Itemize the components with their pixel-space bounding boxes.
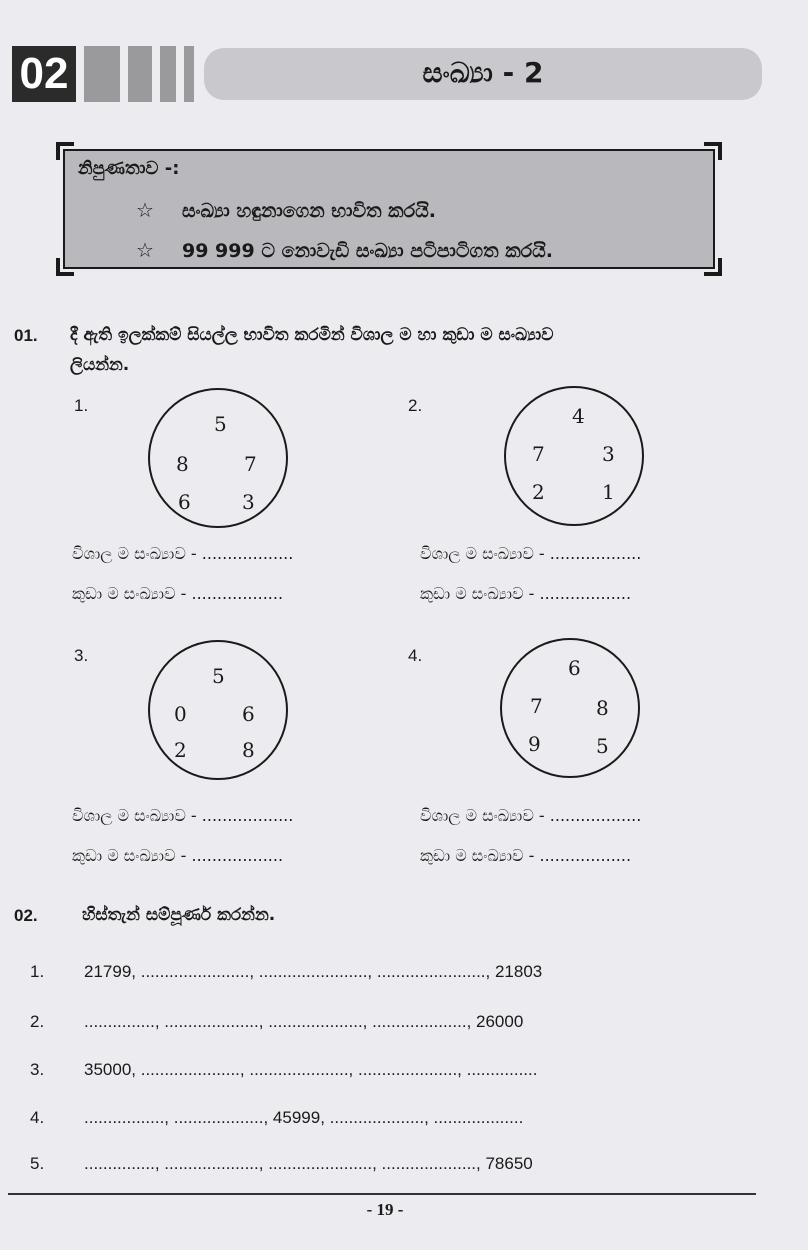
largest-number-answer[interactable]: විශාල ම සංඛ්‍යාව - .................. [420,544,642,563]
digit: 6 [568,656,581,680]
header-stripes [84,46,214,102]
digit: 0 [174,702,187,726]
digit-circle [148,388,288,528]
digit: 8 [242,738,255,762]
sequence-label: 4. [30,1108,45,1127]
digit: 7 [532,442,545,466]
smallest-number-answer[interactable]: කුඩා ම සංඛ්‍යාව - .................. [420,584,632,603]
digit: 5 [214,412,227,436]
smallest-number-answer[interactable]: කුඩා ම සංඛ්‍යාව - .................. [420,846,632,865]
digit-circle [148,640,288,780]
item-label: 3. [74,646,89,665]
sequence-blanks[interactable]: ..............., ...................., ...................., ...................., 26000 [84,1012,524,1031]
question-1-text-line1: දී ඇති ඉලක්කම් සියල්ල භාවිත කරමින් විශාල ම හා කුඩා ම සංඛ්‍යාව [70,325,554,345]
page-title: සංඛ්‍යා - 2 [422,56,544,89]
skills-box [54,140,724,278]
digit: 8 [176,452,189,476]
digit: 2 [532,480,545,504]
sequence-blanks[interactable]: ................., ..................., 45999, ...................., ................... [84,1108,524,1127]
largest-number-answer[interactable]: විශාල ම සංඛ්‍යාව - .................. [420,806,642,825]
chapter-number: 02 [12,46,76,102]
digit: 5 [596,734,609,758]
digit: 2 [174,738,187,762]
sequence-blanks[interactable]: ..............., ...................., ......................, ...................., 78650 [84,1154,533,1173]
sequence-label: 3. [30,1060,45,1079]
digit: 5 [212,664,225,688]
digit: 8 [596,696,609,720]
item-label: 1. [74,396,89,415]
question-2-text: හිස්තැන් සම්පූර්ණ කරන්න. [82,905,276,925]
smallest-number-answer[interactable]: කුඩා ම සංඛ්‍යාව - .................. [72,846,284,865]
sequence-blanks[interactable]: 21799, ......................., ......................., ......................., 21803 [84,962,543,981]
digit: 4 [572,404,585,428]
digit: 7 [530,694,543,718]
footer-divider [8,1193,756,1195]
skills-heading: නිපුණතාව -: [78,158,180,179]
digit-circle [500,638,640,778]
digit: 6 [242,702,255,726]
digit: 7 [244,452,257,476]
digit-circle [504,386,644,526]
smallest-number-answer[interactable]: කුඩා ම සංඛ්‍යාව - .................. [72,584,284,603]
sequence-label: 2. [30,1012,45,1031]
question-2-number: 02. [14,906,38,925]
digit: 1 [602,480,615,504]
item-label: 4. [408,646,423,665]
digit: 3 [242,490,255,514]
sequence-blanks[interactable]: 35000, ....................., ....................., ....................., ............... [84,1060,538,1079]
item-label: 2. [408,396,423,415]
largest-number-answer[interactable]: විශාල ම සංඛ්‍යාව - .................. [72,544,294,563]
sequence-label: 1. [30,962,45,981]
question-1-text-line2: ලියන්න. [70,355,130,375]
digit: 6 [178,490,191,514]
digit: 9 [528,732,541,756]
skill-item-1: ☆ සංඛ්‍යා හඳුනාගෙන භාවිත කරයි. [136,198,436,222]
sequence-label: 5. [30,1154,45,1173]
skill-item-2: ☆ 99 999 ට නොවැඩි සංඛ්‍යා පටිපාටිගත කරයි. [136,238,553,262]
digit: 3 [602,442,615,466]
title-bar [204,48,762,100]
star-icon: ☆ [136,198,154,222]
star-icon: ☆ [136,238,154,262]
question-1-number: 01. [14,326,38,345]
largest-number-answer[interactable]: විශාල ම සංඛ්‍යාව - .................. [72,806,294,825]
page-number: - 19 - [366,1200,404,1219]
